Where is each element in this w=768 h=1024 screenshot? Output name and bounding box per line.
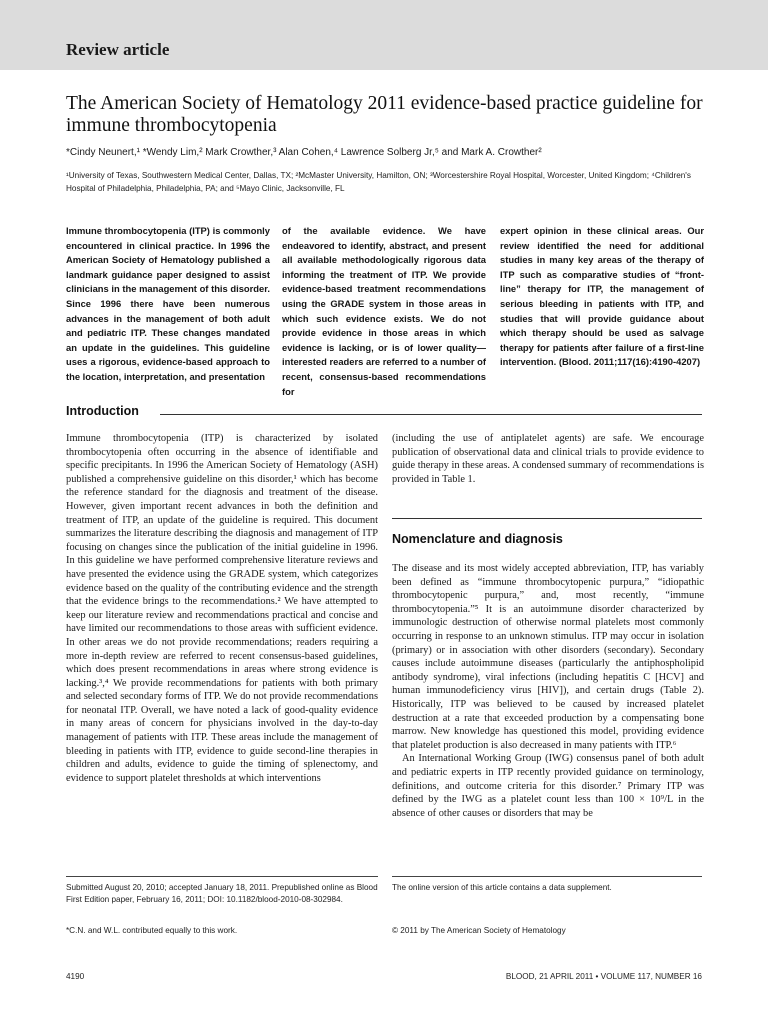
nomenclature-heading: Nomenclature and diagnosis	[392, 532, 563, 546]
introduction-column-1	[66, 432, 378, 864]
body-paragraph: (including the use of antiplatelet agents) are safe. We encourage publication of observational data and clinical trials to provide evidence to guide therapy in these areas. A condensed summary of recommendations is provided in Table 1.	[392, 433, 704, 485]
body-paragraph: Immune thrombocytopenia (ITP) is characterized by isolated thrombocytopenia often occurring in the absence of identifiable and specific precipitants. In 1996 the American Society of Hematology (ASH) published a comprehensive guideline on this disorder,¹ which has become the reference standard for the diagnosis and treatment of the disease. However, given important recent advances in both the definition and treatment of ITP, an update of the guideline is required. This document summarizes the literature describing the diagnosis and management of ITP focusing on changes since the publication of the initial guideline in 1996. In this guideline we have performed comprehensive literature reviews and have presented the evidence using the GRADE system, which categorizes evidence based on the quality of the contributing evidence and the strength that the evidence brings to the recommendations.² We have attempted to keep our literature review and recommendations practical and concise and have limited our recommendations to those areas with sufficient evidence. In other areas we do not provide recommendations; readers requiring a more in-depth review are referred to recent consensus-based guidelines, which does present recommendations in areas where strong evidence is lacking.³,⁴ We provide recommendations for patients with both primary and selected secondary forms of ITP. We do not provide recommendations for neonatal ITP. Overall, we have noted a lack of good-quality evidence in many areas of concern for physicians involved in the day-to-day management of patients with ITP. These areas include the management of bleeding in patients with ITP, evidence to guide second-line therapies in children and adults, evidence to guide the timing of splenectomy, and evidence to support platelet thresholds at which interventions	[66, 433, 378, 784]
supplement-note: The online version of this article contains a data supplement.	[392, 883, 612, 892]
header-band	[0, 0, 768, 70]
submission-note: Submitted August 20, 2010; accepted January 18, 2011. Prepublished online as Blood First Edition paper, February 16, 2011; DOI: 10.1182/blood-2010-08-302984.	[66, 883, 378, 904]
abstract-column-1	[66, 224, 270, 385]
abstract-column-3	[500, 224, 704, 370]
footnote-divider	[66, 876, 378, 877]
section-label: Review article	[66, 40, 170, 59]
journal-info: BLOOD, 21 APRIL 2011 • VOLUME 117, NUMBER 16	[505, 972, 702, 981]
copyright-note: © 2011 by The American Society of Hematology	[392, 926, 566, 935]
equal-contribution-note: *C.N. and W.L. contributed equally to this work.	[66, 926, 238, 935]
abstract-text: expert opinion in these clinical areas. Our review identified the need for additional studies in many key areas of the therapy of ITP such as comparative studies of “front-line” therapy for ITP, the management of serious bleeding in patients with ITP, and studies that will provide guidance about which therapy should be used as salvage therapy for patients after failure of a first-line intervention. (Blood. 2011;117(16):4190-4207)	[500, 225, 704, 368]
nomenclature-column	[392, 562, 704, 867]
body-paragraph: The disease and its most widely accepted abbreviation, ITP, has variably been defined as “immune thrombocytopenic purpura,” “idiopathic thrombocytopenic purpura,” and, most recently, “immune thrombocytopenia.”⁵ It is an autoimmune disorder characterized by immunologic destruction of otherwise normal platelets most commonly occurring in response to an unknown stimulus. ITP may occur in isolation (primary) or in association with other disorders (secondary). Secondary causes include autoimmune diseases (particularly the antiphospholipid antibody syndrome), viral infections (including hepatitis C [HCV] and human immunodeficiency virus [HIV]), and certain drugs (Table 2). Historically, ITP was believed to be caused by increased platelet destruction at a rate that exceeded production by a compensating bone marrow. New knowledge has questioned this model, providing evidence that platelet production is also decreased in many patients with ITP.⁶	[392, 563, 704, 751]
article-title: The American Society of Hematology 2011 evidence-based practice guideline for immune thrombocytopenia	[66, 93, 703, 136]
abstract-column-2	[282, 224, 486, 399]
author-list: *Cindy Neunert,¹ *Wendy Lim,² Mark Crowther,³ Alan Cohen,⁴ Lawrence Solberg Jr,⁵ and Mark A. Crowther²	[66, 147, 542, 158]
section-divider	[160, 414, 702, 415]
body-paragraph: An International Working Group (IWG) consensus panel of both adult and pediatric experts in ITP recently provided guidance on terminology, definitions, and outcome criteria for this disorder.⁷ Primary ITP was defined by the IWG as a platelet count less than 100 × 10⁹/L in the absence of other causes or disorders that may be	[392, 753, 704, 819]
abstract-text: Immune thrombocytopenia (ITP) is commonly encountered in clinical practice. In 1996 the American Society of Hematology published a landmark guidance paper designed to assist clinicians in the management of this disorder. Since 1996 there have been numerous advances in the management of both adult and pediatric ITP. These changes mandated an update in the guidelines. This guideline uses a rigorous, evidence-based approach to the location, interpretation, and presentation	[66, 225, 270, 382]
abstract-text: of the available evidence. We have endeavored to identify, abstract, and present all available methodologically rigorous data informing the treatment of ITP. We provide evidence-based treatment recommendations using the GRADE system in those areas in which such evidence exists. We do not provide evidence in those areas in which evidence is lacking, or is of lower quality—interested readers are referred to a number of recent, consensus-based recommendations for	[282, 225, 486, 397]
introduction-heading: Introduction	[66, 404, 139, 418]
footnote-divider	[392, 876, 702, 877]
affiliations: ¹University of Texas, Southwestern Medical Center, Dallas, TX; ²McMaster University, Hamilton, ON; ³Worcestershire Royal Hospital, Worcester, United Kingdom; ⁴Children's Hospital of Philadelphia, Philadelphia, PA; and ⁵Mayo Clinic, Jacksonville, FL	[66, 171, 691, 193]
page-number: 4190	[66, 972, 85, 981]
section-divider	[392, 518, 702, 519]
introduction-column-2	[392, 432, 704, 486]
